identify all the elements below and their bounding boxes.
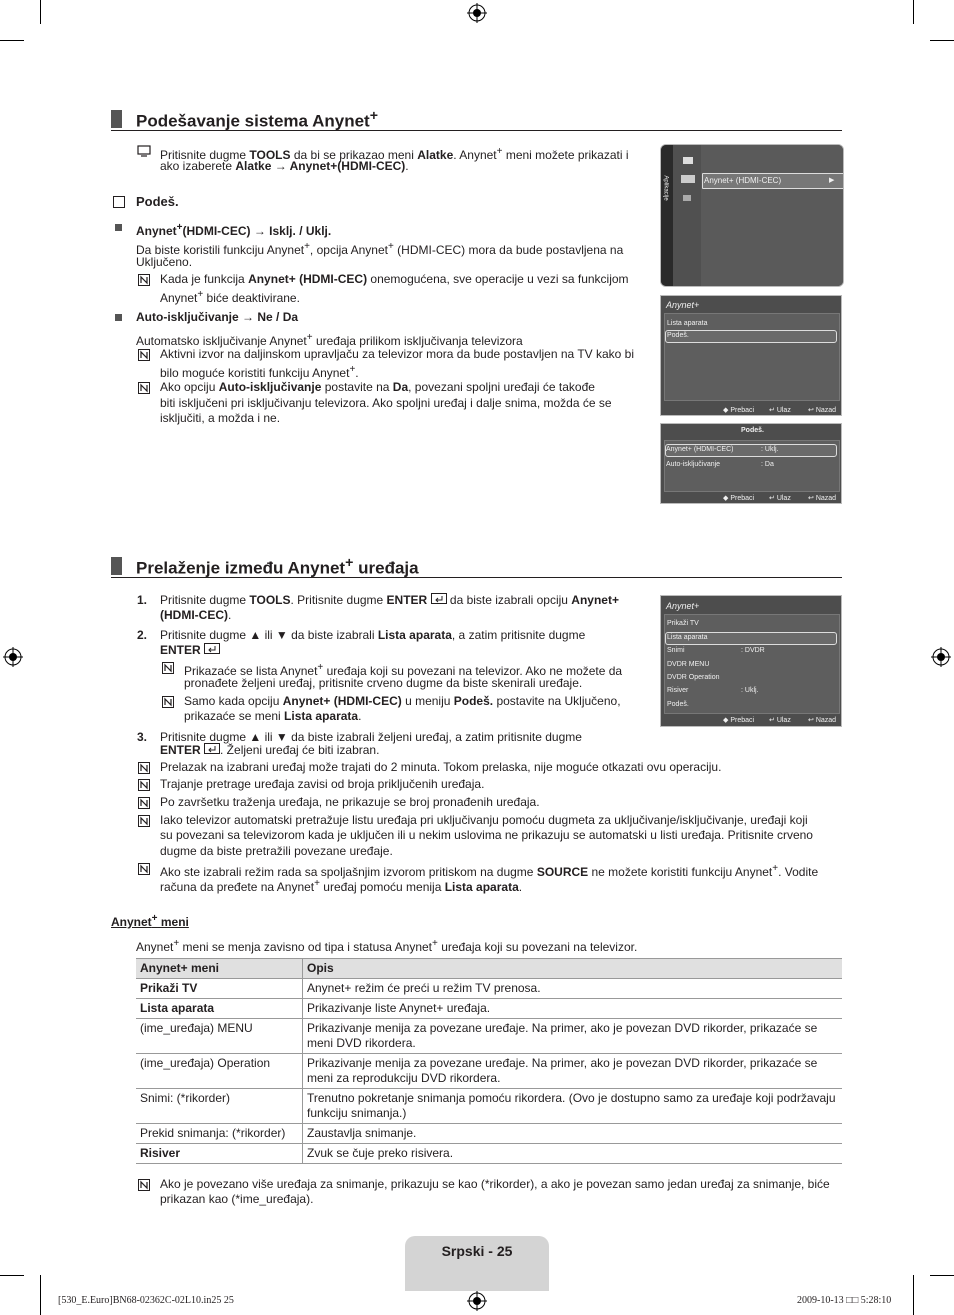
table-row	[136, 1144, 842, 1164]
intro-line-2: ako izaberete Alatke → Anynet+(HDMI-CEC).	[160, 159, 409, 173]
screen-podes	[660, 423, 842, 504]
item2-note2-2: biti isključeni pri isključivanju televizora. Ako spoljni uređaj i dalje snima, možda će se	[160, 396, 612, 410]
anynet-logo: Anynet+	[666, 601, 700, 611]
step2-line-1: Pritisnite dugme ▲ ili ▼ da biste izabrali Lista aparata, a zatim pritisnite dugme	[160, 628, 586, 642]
table-row	[136, 1054, 842, 1089]
nav-back: ↩ Nazad	[808, 495, 837, 502]
table-header-cell: Anynet+ meni	[136, 959, 303, 979]
page-number-tab	[405, 1236, 549, 1291]
table-row	[136, 979, 842, 999]
screen-title: Podeš.	[741, 427, 764, 434]
step2-note2-2: prikazaće se meni Lista aparata.	[184, 709, 362, 723]
table-row	[136, 999, 842, 1019]
note-line: su povezani sa televizorom kada je uključen ili u nekim uslovima ne prikazuju se automatski u listi uređaja. Pritisnite crveno	[160, 828, 813, 842]
note-icon	[138, 349, 150, 361]
screen-anynet-menu	[660, 295, 842, 416]
bullet-square-icon	[115, 314, 122, 321]
table-cell-value: Prikazivanje menija za povezane uređaje. Na primer, ako je povezan DVD rikorder, prikazaće se meni DVD rikordera.	[303, 1019, 843, 1054]
note-line: dugme da biste pretražili povezane uređaje.	[160, 844, 393, 858]
registration-mark-bottom	[467, 1291, 487, 1311]
table-cell-value: Prikazivanje liste Anynet+ uređaja.	[303, 999, 843, 1019]
menu-icon	[683, 195, 691, 201]
table-cell-key: Lista aparata	[136, 999, 303, 1019]
note-line: Prelazak na izabrani uređaj može trajati do 2 minuta. Tokom prelaska, nije moguće otkazati ovu operaciju.	[160, 760, 722, 774]
step3-line-1: Pritisnite dugme ▲ ili ▼ da biste izabrali željeni uređaj, a zatim pritisnite dugme	[160, 730, 582, 744]
list-item[interactable]: DVDR Operation	[667, 674, 720, 681]
note-line: Ako ste izabrali režim rada sa spoljašnjim izvorom pritiskom na dugme SOURCE ne možete koristiti funkciju Anynet+. Vodite	[160, 863, 819, 879]
page-number: Srpski - 25	[441, 1243, 513, 1259]
list-item[interactable]: Prikaži TV	[667, 620, 699, 627]
item1-note-1: Kada je funkcija Anynet+ (HDMI-CEC) onemogućena, sve operacije u vezi sa funkcijom	[160, 272, 629, 286]
enter-icon	[204, 643, 220, 654]
step2-note1-1: Prikazaće se lista Anynet+ uređaja koji su povezani na televizor. Ako ne možete da	[184, 662, 623, 678]
chevron-right-icon: ▶	[829, 177, 835, 184]
table-cell-key: Risiver	[136, 1144, 303, 1164]
side-label: Aplikacije	[662, 175, 669, 201]
step2-note1-2: pronađete željeni uređaj, pritisnite crveno dugme da biste skenirali uređaje.	[184, 676, 583, 690]
table-cell-key: Prekid snimanja: (*rikorder)	[136, 1124, 303, 1144]
screen-anynet-device-list	[660, 595, 842, 727]
menu-icon	[681, 175, 695, 183]
nav-back: ↩ Nazad	[808, 407, 837, 414]
enter-icon	[431, 593, 447, 604]
table-row	[136, 1089, 842, 1124]
nav-enter: ↵ Ulaz	[769, 407, 791, 414]
section-title: Podešavanje sistema Anynet+	[136, 108, 378, 131]
item2-heading: Auto-isključivanje → Ne / Da	[136, 310, 299, 324]
table-cell-value: Zaustavlja snimanje.	[303, 1124, 843, 1144]
step-number: 1.	[137, 593, 148, 607]
registration-mark-left	[3, 647, 23, 667]
item1-text-1: Da biste koristili funkciju Anynet+, opcija Anynet+ (HDMI-CEC) mora da bude postavljena na	[136, 241, 624, 257]
table-header-cell: Opis	[303, 959, 843, 979]
bullet-square-icon	[115, 224, 122, 231]
list-item[interactable]: Snimi	[667, 647, 685, 654]
section-heading-switching	[111, 555, 842, 578]
final-note-1: Ako je povezano više uređaja za snimanje, prikazuju se kao (*rikorder), a ako je povezan samo jedan uređaj za snimanje, biće	[160, 1177, 830, 1191]
step1-line-1: Pritisnite dugme TOOLS. Pritisnite dugme ENTER da biste izabrali opciju Anynet+	[160, 593, 619, 607]
settings-row-label: Anynet+ (HDMI-CEC)	[666, 446, 734, 453]
section-title: Prelaženje između Anynet+ uređaja	[136, 555, 419, 578]
item1-note-2: Anynet+ biće deaktivirane.	[160, 289, 300, 305]
note-line: računa da pređete na Anynet+ uređaj pomoću menija Lista aparata.	[160, 878, 523, 894]
step-number: 3.	[137, 730, 148, 744]
step-number: 2.	[137, 628, 148, 642]
settings-row-value: : Da	[761, 461, 774, 468]
screen-application-menu	[660, 144, 844, 287]
note-icon	[138, 1179, 150, 1191]
table-cell-key: (ime_uređaja) MENU	[136, 1019, 303, 1054]
subhead-podes: Podeš.	[136, 194, 179, 209]
settings-row-label[interactable]: Auto-isključivanje	[666, 461, 721, 468]
step2-line-2: ENTER	[160, 643, 220, 658]
footer-left: [530_E.Euro]BN68-02362C-02L10.in25 25	[58, 1295, 234, 1306]
nav-enter: ↵ Ulaz	[769, 495, 791, 502]
note-icon	[138, 274, 150, 286]
list-item[interactable]: DVDR MENU	[667, 661, 710, 668]
settings-row-value: : Uklj.	[761, 446, 779, 453]
step2-note2-1: Samo kada opciju Anynet+ (HDMI-CEC) u meniju Podeš. postavite na Uključeno,	[184, 694, 621, 708]
nav-move: ◆ Prebaci	[723, 717, 755, 724]
anynet-menu-table	[136, 958, 842, 1164]
anynet-logo: Anynet+	[666, 300, 700, 310]
table-cell-value: Trenutno pokretanje snimanja pomoću rikordera. (Ovo je dostupno samo za uređaje koji podržavaju funkciju snimanja.)	[303, 1089, 843, 1124]
note-line: Trajanje pretrage uređaja zavisi od broja priključenih uređaja.	[160, 777, 485, 791]
table-cell-value: Anynet+ režim će preći u režim TV prenosa.	[303, 979, 843, 999]
list-item[interactable]: Lista aparata	[667, 320, 708, 327]
item2-text-1: Automatsko isključivanje Anynet+ uređaja prilikom isključivanja televizora	[136, 332, 523, 348]
section-heading-setup	[111, 108, 842, 131]
step1-line-2: (HDMI-CEC).	[160, 608, 232, 622]
enter-icon	[204, 743, 220, 754]
registration-mark-top	[467, 3, 487, 23]
item2-note1-1: Aktivni izvor na daljinskom upravljaču za televizor mora da bude postavljen na TV kako bi	[160, 347, 635, 361]
menu-icon	[683, 157, 693, 164]
heading-bar	[111, 110, 122, 128]
table-cell-key: Snimi: (*rikorder)	[136, 1089, 303, 1124]
table-cell-key: (ime_uređaja) Operation	[136, 1054, 303, 1089]
heading-bar	[111, 557, 122, 575]
note-icon	[138, 779, 150, 791]
table-row	[136, 1019, 842, 1054]
menu-item-anynet-label: Anynet+ (HDMI-CEC)	[704, 176, 782, 185]
note-line: Po završetku traženja uređaja, ne prikazuje se broj pronađenih uređaja.	[160, 795, 540, 809]
item2-note2-1: Ako opciju Auto-isključivanje postavite na Da, povezani spoljni uređaji će takođe	[160, 380, 595, 394]
anynet-menu-desc: Anynet+ meni se menja zavisno od tipa i statusa Anynet+ uređaja koji su povezani na televizor.	[136, 938, 638, 954]
list-item-label: Podeš.	[667, 332, 689, 339]
list-item-selected[interactable]	[665, 330, 837, 343]
item2-note2-3: isključiti, a možda i ne.	[160, 411, 281, 425]
list-item-value: : Uklj.	[741, 687, 759, 694]
note-icon	[138, 797, 150, 809]
intro-line-1: Pritisnite dugme TOOLS da bi se prikazao meni Alatke. Anynet+ meni možete prikazati i	[160, 146, 629, 162]
list-item[interactable]: Risiver	[667, 687, 689, 694]
list-item[interactable]: Podeš.	[667, 701, 689, 708]
step3-line-2: ENTER . Željeni uređaj će biti izabran.	[160, 743, 380, 757]
item2-note1-2: bilo moguće koristiti funkciju Anynet+.	[160, 364, 359, 380]
nav-back: ↩ Nazad	[808, 717, 837, 724]
checkbox-icon	[113, 196, 125, 208]
tools-icon	[137, 145, 151, 158]
list-item-value: : DVDR	[741, 647, 765, 654]
table-cell-value: Prikazivanje menija za povezane uređaje. Na primer, ako je povezan DVD rikorder, prikazaće se meni za reprodukciju DVD rikordera.	[303, 1054, 843, 1089]
anynet-menu-heading: Anynet+ meni	[111, 913, 189, 929]
note-icon	[138, 762, 150, 774]
list-item-label: Lista aparata	[667, 634, 708, 641]
note-icon	[138, 382, 150, 394]
table-row	[136, 1124, 842, 1144]
note-icon	[162, 696, 174, 708]
nav-enter: ↵ Ulaz	[769, 717, 791, 724]
table-header-row	[136, 959, 842, 979]
note-icon	[162, 662, 174, 674]
table-cell-key: Prikaži TV	[136, 979, 303, 999]
note-line: Iako televizor automatski pretražuje listu uređaja pri uključivanju pomoću dugmeta za uključivanje/isključivanje, uređaji koji	[160, 813, 808, 827]
item1-text-2: Uključeno.	[136, 255, 193, 269]
final-note-2: prikazan kao (*ime_uređaja).	[160, 1192, 314, 1206]
nav-move: ◆ Prebaci	[723, 495, 755, 502]
item1-heading: Anynet+(HDMI-CEC) → Isklj. / Uklj.	[136, 222, 332, 238]
nav-move: ◆ Prebaci	[723, 407, 755, 414]
registration-mark-right	[931, 647, 951, 667]
note-icon	[138, 863, 150, 875]
footer-right: 2009-10-13 □□ 5:28:10	[797, 1295, 892, 1306]
table-cell-value: Zvuk se čuje preko risivera.	[303, 1144, 843, 1164]
note-icon	[138, 815, 150, 827]
